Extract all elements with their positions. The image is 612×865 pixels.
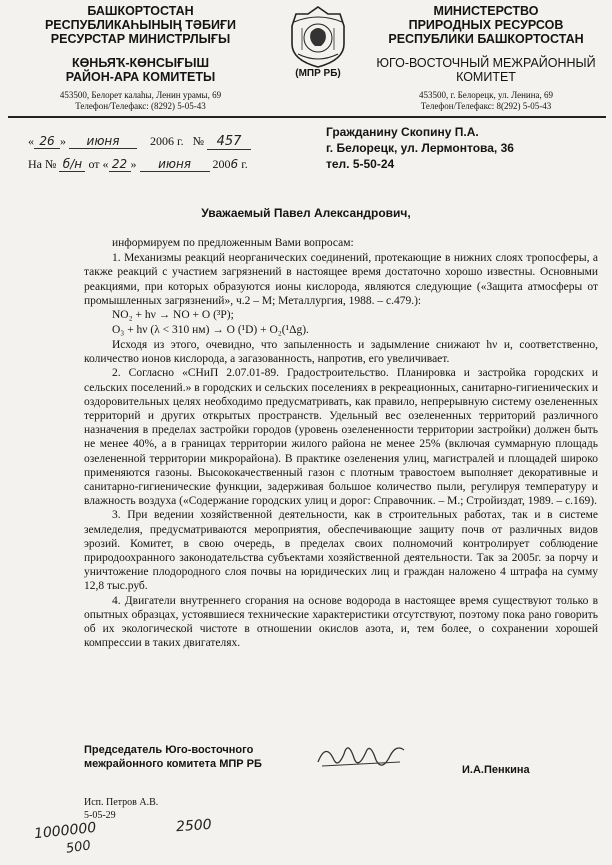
header-divider <box>8 116 606 118</box>
date-open-quote: « <box>28 134 34 148</box>
handwritten-signature <box>312 732 412 778</box>
number-value: 457 <box>207 134 251 150</box>
date-year: 2006 г. <box>150 134 184 148</box>
number-label: № <box>192 134 205 148</box>
incoming-date-day: 22 <box>109 157 131 172</box>
header-right-sub-line2: КОМИТЕТ <box>456 70 516 84</box>
emblem-label: (МПР РБ) <box>295 68 341 79</box>
header-right-org-line2: ПРИРОДНЫХ РЕСУРСОВ <box>408 18 564 32</box>
header-left-org-line2: РЕСПУБЛИКАҺЫНЫҢ ТӘБИҒИ <box>44 18 237 32</box>
handwritten-note-3: 500 <box>65 838 92 857</box>
header-right-addr-line1: 453500, г. Белорецк, ул. Ленина, 69 <box>418 90 554 100</box>
signatory-name: И.А.Пенкина <box>462 764 530 776</box>
header-left-sub-line2: РАЙОН-АРА КОМИТЕТЫ <box>65 70 216 84</box>
executor-phone: 5-05-29 <box>84 810 116 821</box>
signatory-title <box>84 743 324 771</box>
date-day: 26 <box>34 134 60 149</box>
incoming-year-suffix: г. <box>241 157 248 171</box>
addressee-name: Гражданину Скопину П.А. <box>326 125 479 139</box>
incoming-number-label: На № <box>28 157 57 171</box>
addressee-address: г. Белорецк, ул. Лермонтова, 36 <box>326 141 514 155</box>
emblem-icon <box>284 4 352 70</box>
formula-2: O₃ + hν (λ < 310 нм) → O (¹D) + O₂(¹Δg). <box>112 324 309 337</box>
paragraph-1: 1. Механизмы реакций неорганических соединений, протекающие в нижних слоях тропосферы, а также реакций с участием загрязнений в настоящее время достаточно хорошо известны. Основными реакциями, при которых образуются ионы кислорода, являются следующие («Защита атмосферы от промышленных загрязнений», ч.2 – М; Металлургия, 1988. – с.479.): <box>84 252 598 307</box>
header-left-sub <box>8 56 273 84</box>
header-left-org-line3: РЕСУРСТАР МИНИСТРЛЫҒЫ <box>50 32 231 46</box>
signatory-title-line2: межрайонного комитета МПР РБ <box>84 758 262 770</box>
header-left-sub-line1: КӨНЬЯҠ-КӨНСЫҒЫШ <box>71 56 210 70</box>
header-left-addr-line2: Телефон/Телефакс: (8292) 5-05-43 <box>75 101 206 111</box>
header-left-address <box>8 90 273 112</box>
header-left-org <box>8 4 273 46</box>
paragraph-4: 4. Двигатели внутреннего сгорания на основе водорода в настоящее время существуют только в опытных образцах, устоявшиеся технические характеристики отсутствуют, поэтому пока рано говорить об их экологической чистоте в отношении окислов азота, и, тем более, о сохранении хорошей компрессии в таких двигателях. <box>84 594 598 650</box>
header-left-addr-line1: 453500, Белорет калаһы, Ленин урамы, 69 <box>59 90 222 100</box>
header-right-address <box>362 90 610 112</box>
incoming-year-prefix: 200 <box>212 157 231 171</box>
formula-1: NO₂ + hν → NO + O (³P); <box>112 309 234 322</box>
header-left-org-line1: БАШКОРТОСТАН <box>87 4 194 18</box>
salutation: Уважаемый Павел Александрович, <box>201 206 411 220</box>
letter-body <box>84 236 598 650</box>
incoming-reference <box>28 157 318 172</box>
handwritten-note-2: 2500 <box>175 816 213 836</box>
addressee-block <box>326 124 606 172</box>
incoming-date-close-quote: » <box>130 157 137 171</box>
incoming-year-digit: 6 <box>230 157 239 171</box>
executor-block <box>84 796 158 822</box>
incoming-date-month: июня <box>140 157 210 172</box>
paragraph-3: 3. При ведении хозяйственной деятельности, как в строительных работах, так и в системе земледелия, предусматриваются мероприятия, обеспечивающие защиту почв от различных видов эрозий. Комитет, в свою очередь, в пределах своих полномочий контролирует соблюдение природоохранного законодательства субъектами хозяйственной деятельности. Так за 2005г. за порчу и уничтожение плодородного слоя почвы на юридических лиц и граждан наложено 4 штрафа на сумму 12,8 тыс.руб. <box>84 509 598 593</box>
date-month: июня <box>69 134 137 149</box>
header-right-org-line3: РЕСПУБЛИКИ БАШКОРТОСТАН <box>388 32 584 46</box>
addressee-phone: тел. 5-50-24 <box>326 157 395 171</box>
paragraph-2: 2. Согласно «СНиП 2.07.01-89. Градостроительство. Планировка и застройка городских и сельских поселений.» в городских и сельских поселениях в рекреационных, санитарно-гигиенических и оздоровительных целях необходимо предусматривать, как правило, непрерывную систему озелененных территорий и других открытых пространств. Удельный вес озелененных территорий различного назначения в пределах застройки городов (уровень озелененности территории застройки) должен быть не менее 40%, а в границах территории жилого района не менее 25% (включая суммарную площадь озелененной территории микрорайона). В практике озеленения улиц, магистралей и площадей широко применяются газоны. Высококачественный газон с плотным травостоем выполняет декоративные и санитарно-гигиенические функции, задерживая большое количество пыли, регулируя температуру и влажность воздуха («Содержание городских улиц и дорог: Справочник. – М.; Стройиздат, 1989. – с.169). <box>84 367 598 508</box>
paragraph-1b: Исходя из этого, очевидно, что запыленность и задымление снижают hν и, соответственно, количество ионов кислорода, а загазованность, напротив, его увеличивает. <box>84 339 598 366</box>
incoming-date-label: от « <box>88 157 109 171</box>
header-right-org <box>362 4 610 46</box>
header-right-sub-line1: ЮГО-ВОСТОЧНЫЙ МЕЖРАЙОННЫЙ <box>376 56 596 70</box>
intro-line: информируем по предложенным Вами вопросам: <box>112 237 354 249</box>
outgoing-reference <box>28 134 318 150</box>
header-right-sub <box>362 56 610 84</box>
handwritten-note-1: 1000000 <box>33 819 98 843</box>
executor-name: Исп. Петров А.В. <box>84 797 159 808</box>
signatory-title-line1: Председатель Юго-восточного <box>84 744 254 756</box>
incoming-number-value: б/н <box>59 157 85 172</box>
header-right-addr-line2: Телефон/Телефакс: 8(292) 5-05-43 <box>420 101 552 111</box>
date-close-quote: » <box>60 134 66 148</box>
header-right-org-line1: МИНИСТЕРСТВО <box>433 4 539 18</box>
coat-of-arms-emblem <box>284 4 352 84</box>
